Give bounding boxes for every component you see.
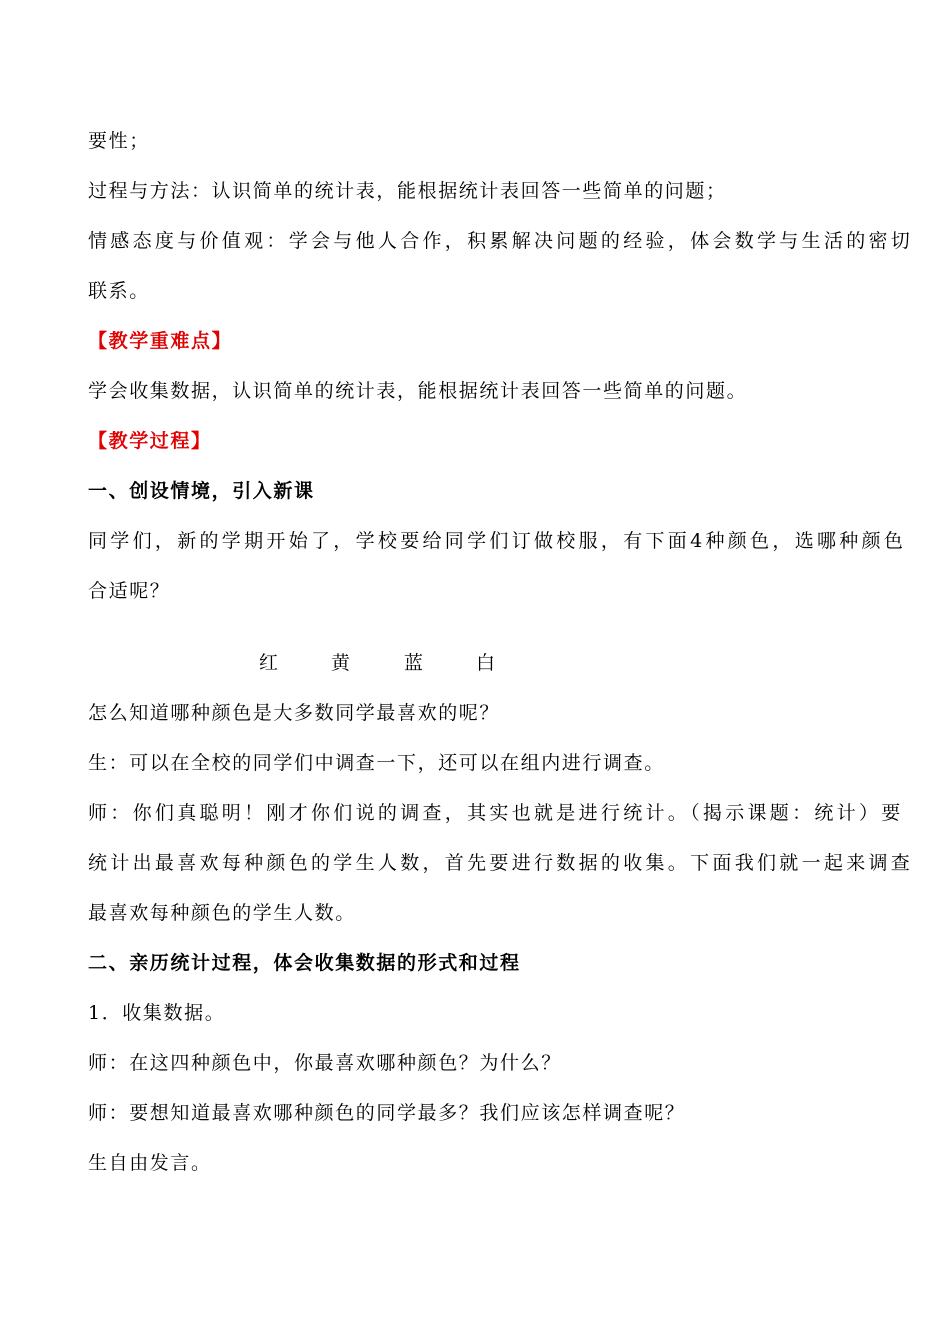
color-option-yellow: 黄 [331, 652, 351, 674]
paragraph-line: 学会收集数据，认识简单的统计表，能根据统计表回答一些简单的问题。 [88, 380, 748, 402]
paragraph-line: 统计出最喜欢每种颜色的学生人数，首先要进行数据的收集。下面我们就一起来调查 [88, 852, 914, 874]
color-option-red: 红 [259, 652, 279, 674]
paragraph-line: 过程与方法：认识简单的统计表，能根据统计表回答一些简单的问题； [88, 180, 727, 202]
subsection-heading-2: 二、亲历统计过程，体会收集数据的形式和过程 [88, 952, 521, 974]
paragraph-line: 师：你们真聪明！刚才你们说的调查，其实也就是进行统计。（揭示课题：统计）要 [88, 802, 904, 824]
paragraph-line: 同学们，新的学期开始了，学校要给同学们订做校服，有下面4种颜色，选哪种颜色 [88, 530, 907, 552]
color-option-white: 白 [476, 652, 496, 674]
paragraph-line: 情感态度与价值观：学会与他人合作，积累解决问题的经验，体会数学与生活的密切 [88, 230, 914, 252]
paragraph-line: 师：在这四种颜色中，你最喜欢哪种颜色？为什么？ [88, 1052, 562, 1074]
paragraph-line: 生：可以在全校的同学们中调查一下，还可以在组内进行调查。 [88, 752, 665, 774]
color-options-row [0, 650, 950, 676]
paragraph-line: 怎么知道哪种颜色是大多数同学最喜欢的呢？ [88, 702, 501, 724]
paragraph-line: 要性； [88, 130, 150, 152]
paragraph-line: 生自由发言。 [88, 1152, 212, 1174]
section-heading-key-points: 【教学重难点】 [88, 330, 233, 352]
subsection-heading-1: 一、创设情境，引入新课 [88, 480, 315, 502]
section-heading-teaching-process: 【教学过程】 [88, 430, 212, 452]
color-option-blue: 蓝 [404, 652, 424, 674]
paragraph-line: 联系。 [88, 280, 150, 302]
paragraph-line: 合适呢？ [88, 580, 171, 602]
paragraph-line: 师：要想知道最喜欢哪种颜色的同学最多？我们应该怎样调查呢？ [88, 1102, 686, 1124]
paragraph-line: 1．收集数据。 [88, 1002, 226, 1024]
paragraph-line: 最喜欢每种颜色的学生人数。 [88, 902, 356, 924]
